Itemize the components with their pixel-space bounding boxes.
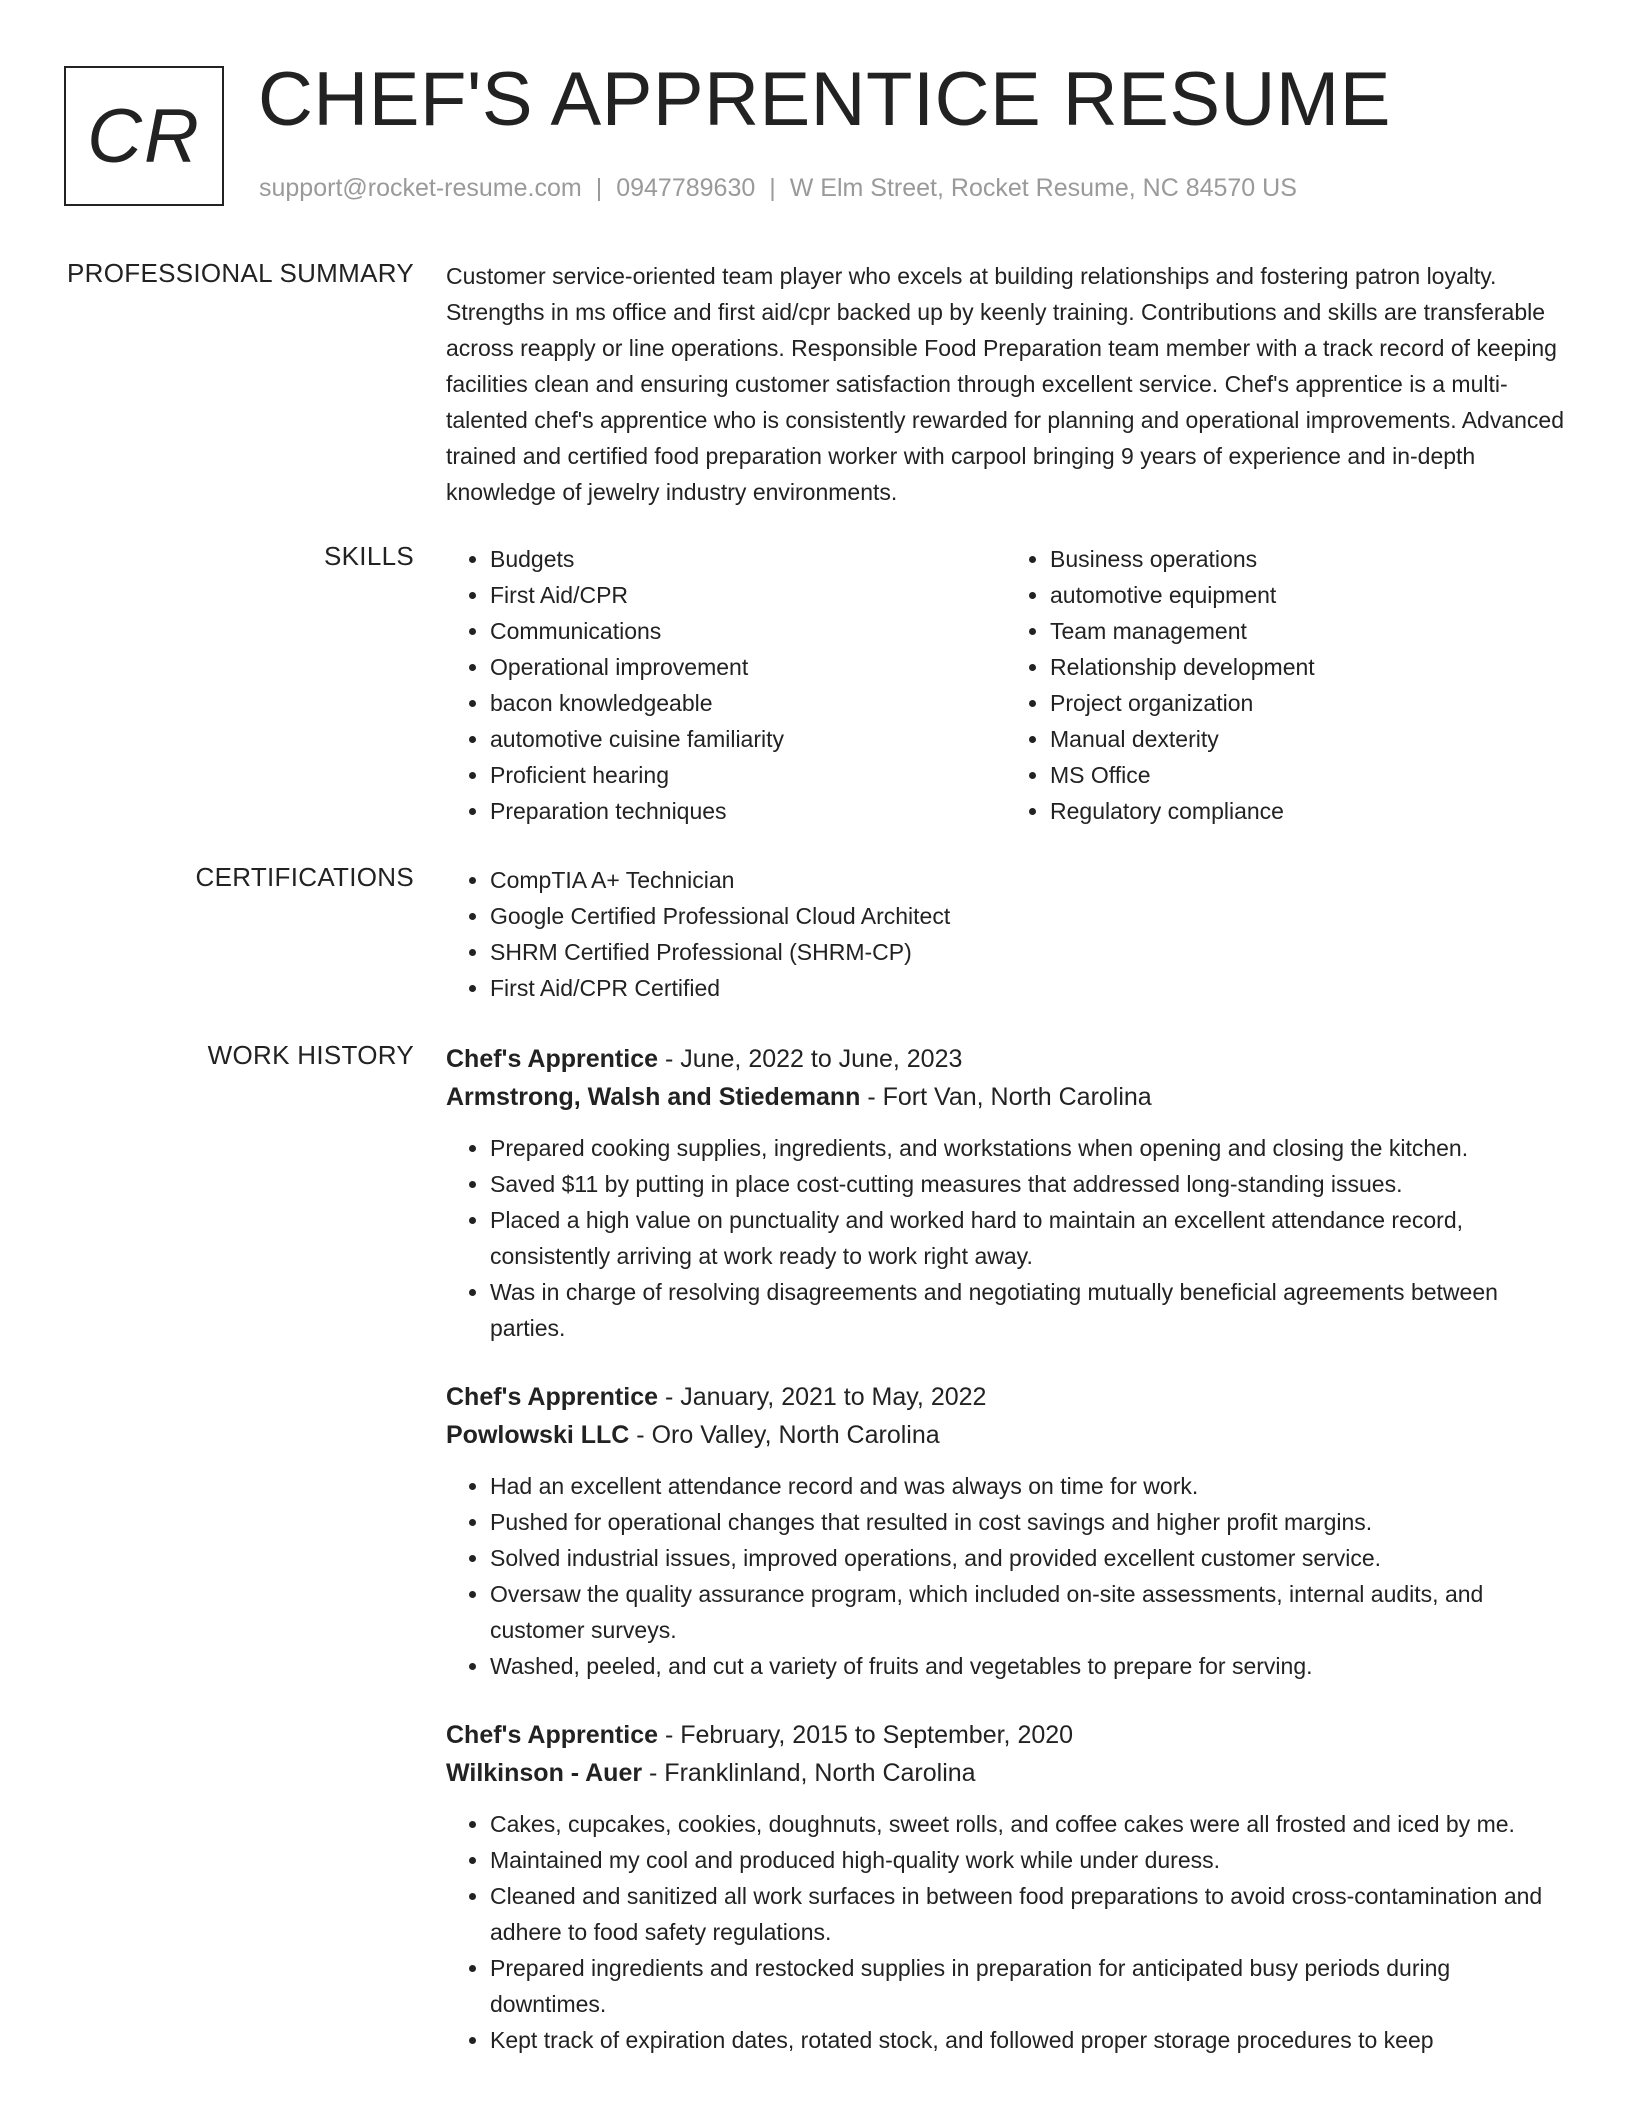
list-item: • Cleaned and sanitized all work surfaces in between food preparations to avoid cross-contamination and adhere to food safety regulations. <box>490 1878 1566 1950</box>
list-item: • Budgets <box>490 541 1006 577</box>
job-dates: - June, 2022 to June, 2023 <box>658 1045 963 1073</box>
monogram-logo <box>64 66 224 206</box>
monogram-initials: CR <box>87 93 201 179</box>
list-item: • automotive equipment <box>1050 577 1566 613</box>
job-title-line <box>446 1716 1566 1754</box>
work-history-label: WORK HISTORY <box>207 1040 414 1070</box>
contact-line <box>259 174 1297 203</box>
skills-list-right <box>1006 541 1566 829</box>
list-item: • Preparation techniques <box>490 793 1006 829</box>
job-dates: - February, 2015 to September, 2020 <box>658 1721 1074 1749</box>
contact-address: W Elm Street, Rocket Resume, NC 84570 US <box>789 174 1297 202</box>
work-history-body <box>446 1040 1566 2090</box>
list-item: • Business operations <box>1050 541 1566 577</box>
job-location: - Franklinland, North Carolina <box>642 1759 976 1787</box>
list-item: • Saved $11 by putting in place cost-cutting measures that addressed long-standing issues. <box>490 1166 1566 1202</box>
job-entry <box>446 1040 1566 1346</box>
job-bullets <box>446 1806 1566 2058</box>
list-item: • Regulatory compliance <box>1050 793 1566 829</box>
list-item: • Proficient hearing <box>490 757 1006 793</box>
job-location: - Fort Van, North Carolina <box>860 1083 1152 1111</box>
list-item: • CompTIA A+ Technician <box>490 862 1566 898</box>
list-item: • Team management <box>1050 613 1566 649</box>
list-item: • Kept track of expiration dates, rotated stock, and followed proper storage procedures to keep <box>490 2022 1566 2058</box>
contact-phone[interactable]: 0947789630 <box>616 174 756 202</box>
summary-label: PROFESSIONAL SUMMARY <box>67 258 414 288</box>
job-bullets <box>446 1468 1566 1684</box>
skills-list-left <box>446 541 1006 829</box>
summary-body <box>446 258 1566 510</box>
job-title: Chef's Apprentice <box>446 1045 658 1073</box>
list-item: • Operational improvement <box>490 649 1006 685</box>
job-title-line <box>446 1378 1566 1416</box>
list-item: • automotive cuisine familiarity <box>490 721 1006 757</box>
resume-title: CHEF'S APPRENTICE RESUME <box>258 57 1391 142</box>
certifications-list <box>446 862 1566 1006</box>
list-item: • MS Office <box>1050 757 1566 793</box>
list-item: • Communications <box>490 613 1006 649</box>
job-company: Armstrong, Walsh and Stiedemann <box>446 1083 861 1111</box>
list-item: • Google Certified Professional Cloud Architect <box>490 898 1566 934</box>
list-item: • Solved industrial issues, improved operations, and provided excellent customer service. <box>490 1540 1566 1576</box>
list-item: • SHRM Certified Professional (SHRM-CP) <box>490 934 1566 970</box>
list-item: • Washed, peeled, and cut a variety of fruits and vegetables to prepare for serving. <box>490 1648 1566 1684</box>
list-item: • bacon knowledgeable <box>490 685 1006 721</box>
list-item: • Oversaw the quality assurance program, which included on-site assessments, internal audits, and customer surveys. <box>490 1576 1566 1648</box>
job-entry <box>446 1716 1566 2058</box>
job-dates: - January, 2021 to May, 2022 <box>658 1383 987 1411</box>
job-bullets <box>446 1130 1566 1346</box>
contact-email[interactable]: support@rocket-resume.com <box>259 174 582 202</box>
job-title: Chef's Apprentice <box>446 1721 658 1749</box>
list-item: • Pushed for operational changes that resulted in cost savings and higher profit margins. <box>490 1504 1566 1540</box>
list-item: • Cakes, cupcakes, cookies, doughnuts, sweet rolls, and coffee cakes were all frosted and iced by me. <box>490 1806 1566 1842</box>
skills-label: SKILLS <box>324 541 414 571</box>
list-item: • First Aid/CPR <box>490 577 1006 613</box>
job-title-line <box>446 1040 1566 1078</box>
list-item: • Placed a high value on punctuality and worked hard to maintain an excellent attendance record, consistently arriving at work ready to work right away. <box>490 1202 1566 1274</box>
list-item: • First Aid/CPR Certified <box>490 970 1566 1006</box>
job-company-line <box>446 1416 1566 1454</box>
skills-columns <box>446 541 1566 829</box>
job-entry <box>446 1378 1566 1684</box>
list-item: • Project organization <box>1050 685 1566 721</box>
job-company-line <box>446 1754 1566 1792</box>
certifications-body <box>446 862 1566 1006</box>
list-item: • Had an excellent attendance record and was always on time for work. <box>490 1468 1566 1504</box>
summary-text: Customer service-oriented team player who excels at building relationships and fostering patron loyalty. Strengths in ms office and first aid/cpr backed up by keenly training. Contributions and skills are transferable across reapply or line operations. Responsible Food Preparation team member with a track record of keeping facilities clean and ensuring customer satisfaction through excellent service. Chef's apprentice is a multi-talented chef's apprentice who is consistently rewarded for planning and operational improvements. Advanced trained and certified food preparation worker with carpool bringing 9 years of experience and in-depth knowledge of jewelry industry environments. <box>446 263 1565 505</box>
job-company: Wilkinson - Auer <box>446 1759 643 1787</box>
job-location: - Oro Valley, North Carolina <box>629 1421 940 1449</box>
certifications-label: CERTIFICATIONS <box>195 862 414 892</box>
contact-separator: | <box>595 174 603 202</box>
list-item: • Prepared cooking supplies, ingredients, and workstations when opening and closing the kitchen. <box>490 1130 1566 1166</box>
job-title: Chef's Apprentice <box>446 1383 658 1411</box>
skills-body <box>446 541 1566 829</box>
job-company-line <box>446 1078 1566 1116</box>
job-company: Powlowski LLC <box>446 1421 630 1449</box>
contact-separator: | <box>769 174 776 202</box>
list-item: • Manual dexterity <box>1050 721 1566 757</box>
list-item: • Maintained my cool and produced high-quality work while under duress. <box>490 1842 1566 1878</box>
list-item: • Relationship development <box>1050 649 1566 685</box>
list-item: • Prepared ingredients and restocked supplies in preparation for anticipated busy periods during downtimes. <box>490 1950 1566 2022</box>
list-item: • Was in charge of resolving disagreements and negotiating mutually beneficial agreements between parties. <box>490 1274 1566 1346</box>
